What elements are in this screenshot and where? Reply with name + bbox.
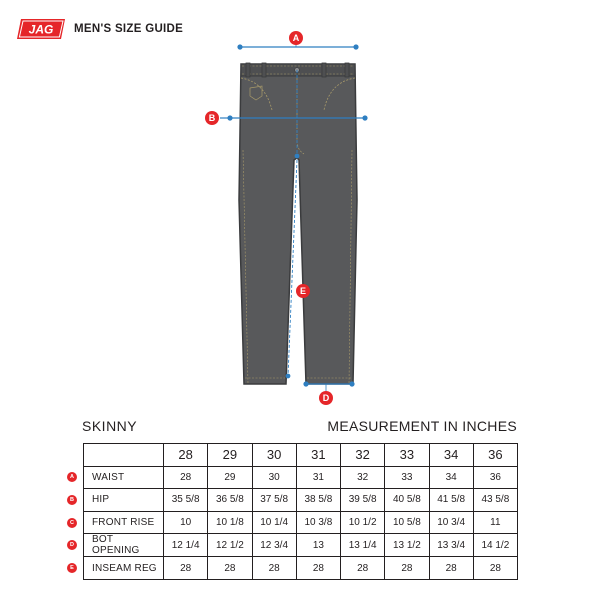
jeans-illustration xyxy=(239,64,357,384)
table-cell: 28 xyxy=(164,466,208,489)
fit-style-label: SKINNY xyxy=(82,418,138,434)
logo-text: JAG xyxy=(28,22,54,37)
row-marker-c: C xyxy=(67,518,77,528)
table-cell: 29 xyxy=(208,466,252,489)
table-cell: 39 5/8 xyxy=(341,489,385,512)
marker-a: A xyxy=(289,31,303,45)
table-corner xyxy=(84,444,164,467)
table-cell: 31 xyxy=(296,466,340,489)
size-header: 30 xyxy=(252,444,296,467)
table-cell: 13 1/2 xyxy=(385,534,429,557)
size-table xyxy=(83,443,518,580)
table-cell: 12 3/4 xyxy=(252,534,296,557)
size-header: 34 xyxy=(429,444,473,467)
table-cell: 34 xyxy=(429,466,473,489)
table-cell: 10 xyxy=(164,511,208,534)
table-cell: 28 xyxy=(252,557,296,580)
size-header: 32 xyxy=(341,444,385,467)
row-marker-b: B xyxy=(67,495,77,505)
size-header: 28 xyxy=(164,444,208,467)
row-marker-d: D xyxy=(67,540,77,550)
size-header: 31 xyxy=(296,444,340,467)
table-cell: 28 xyxy=(208,557,252,580)
table-cell: 30 xyxy=(252,466,296,489)
table-row xyxy=(84,511,518,534)
table-cell: 28 xyxy=(473,557,517,580)
table-cell: 43 5/8 xyxy=(473,489,517,512)
table-cell: 28 xyxy=(164,557,208,580)
table-cell: 14 1/2 xyxy=(473,534,517,557)
table-cell: 36 xyxy=(473,466,517,489)
table-row xyxy=(84,489,518,512)
table-cell: 32 xyxy=(341,466,385,489)
marker-e: E xyxy=(296,284,310,298)
table-cell: 12 1/2 xyxy=(208,534,252,557)
table-cell: 38 5/8 xyxy=(296,489,340,512)
row-marker-a: A xyxy=(67,472,77,482)
table-cell: 35 5/8 xyxy=(164,489,208,512)
marker-b: B xyxy=(205,111,219,125)
row-marker-e: E xyxy=(67,563,77,573)
page-title: MEN'S SIZE GUIDE xyxy=(74,23,184,35)
table-cell: 28 xyxy=(429,557,473,580)
table-cell: 40 5/8 xyxy=(385,489,429,512)
table-cell: 11 xyxy=(473,511,517,534)
table-cell: 33 xyxy=(385,466,429,489)
table-row xyxy=(84,534,518,557)
table-row xyxy=(84,466,518,489)
table-cell: 10 3/4 xyxy=(429,511,473,534)
table-cell: 10 5/8 xyxy=(385,511,429,534)
table-cell: 37 5/8 xyxy=(252,489,296,512)
table-row xyxy=(84,557,518,580)
table-cell: 10 1/8 xyxy=(208,511,252,534)
unit-label: MEASUREMENT IN INCHES xyxy=(327,418,517,434)
table-cell: 12 1/4 xyxy=(164,534,208,557)
size-header: 33 xyxy=(385,444,429,467)
size-header: 29 xyxy=(208,444,252,467)
table-cell: 13 1/4 xyxy=(341,534,385,557)
table-cell: 13 xyxy=(296,534,340,557)
size-header: 36 xyxy=(473,444,517,467)
row-label-bot-opening: BOT OPENING xyxy=(84,534,164,557)
table-cell: 28 xyxy=(385,557,429,580)
table-cell: 10 3/8 xyxy=(296,511,340,534)
row-label-front-rise: FRONT RISE xyxy=(84,511,164,534)
table-header-row xyxy=(84,444,518,467)
row-label-waist: WAIST xyxy=(84,466,164,489)
row-label-inseam-reg: INSEAM REG xyxy=(84,557,164,580)
table-cell: 28 xyxy=(296,557,340,580)
table-cell: 36 5/8 xyxy=(208,489,252,512)
table-cell: 10 1/4 xyxy=(252,511,296,534)
table-cell: 28 xyxy=(341,557,385,580)
table-cell: 10 1/2 xyxy=(341,511,385,534)
row-label-hip: HIP xyxy=(84,489,164,512)
marker-d: D xyxy=(319,391,333,405)
table-cell: 41 5/8 xyxy=(429,489,473,512)
table-cell: 13 3/4 xyxy=(429,534,473,557)
